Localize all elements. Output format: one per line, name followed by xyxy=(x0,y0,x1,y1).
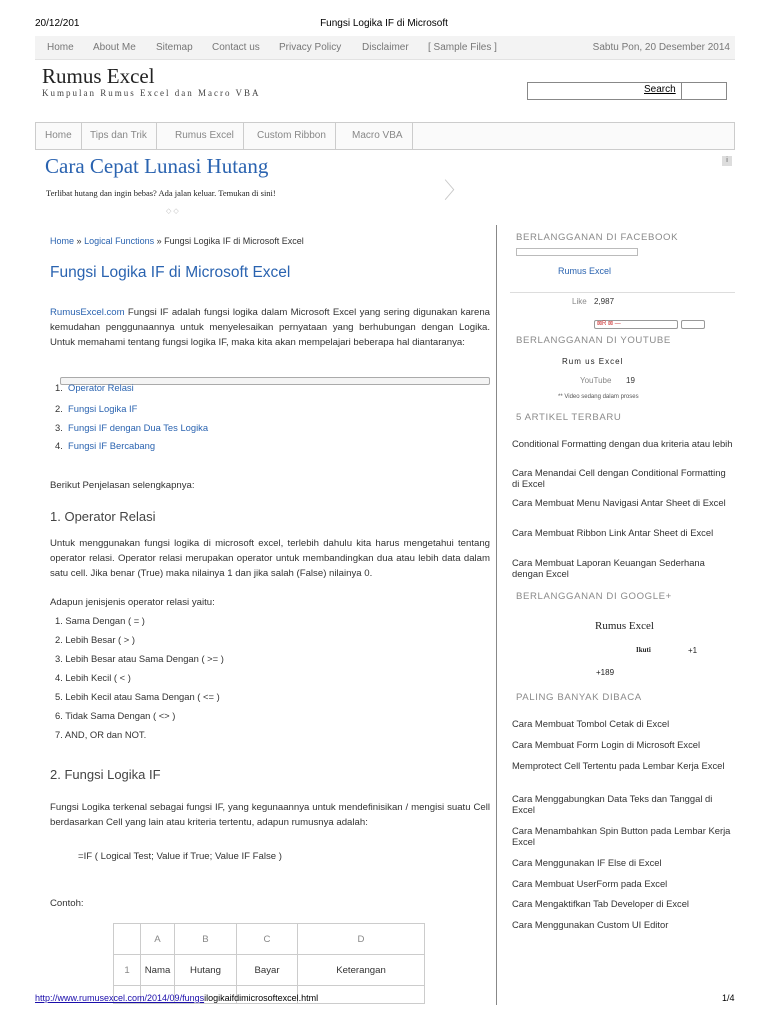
googleplus-follow-button[interactable]: Ikuti xyxy=(636,646,651,654)
toc-link[interactable]: Fungsi IF dengan Dua Tes Logika xyxy=(68,422,209,433)
brand-link[interactable]: RumusExcel.com xyxy=(50,307,125,318)
popular-post-link[interactable]: Cara Membuat Tombol Cetak di Excel xyxy=(512,718,670,729)
facebook-page-name[interactable]: Rumus Excel xyxy=(558,266,612,276)
table-cell: Bayar xyxy=(237,955,298,986)
example-table xyxy=(113,923,425,1004)
column-header: B xyxy=(175,924,237,955)
top-nav xyxy=(35,36,735,60)
table-cell: Keterangan xyxy=(298,955,425,986)
toc-item[interactable] xyxy=(55,382,134,393)
googleplus-plusone-button[interactable]: +1 xyxy=(688,646,698,655)
topnav-sample-files[interactable]: [ Sample Files ] xyxy=(428,42,497,53)
print-title: Fungsi Logika IF di Microsoft xyxy=(320,18,448,29)
popular-post-link[interactable]: Cara Membuat UserForm pada Excel xyxy=(512,878,668,889)
topnav-about[interactable]: About Me xyxy=(93,42,136,53)
paragraph-1: Untuk menggunakan fungsi logika di microsoft excel, terlebih dahulu kita harus mengetahui tentang operator relasi. Operator relasi merupakan operator untuk membandingkan dua atau lebih data dalam satu cell. Jika benar (True) maka nilainya 1 dan jika salah (False) nilainya 0. xyxy=(50,538,490,579)
recent-post-link[interactable]: Cara Membuat Laporan Keuangan Sederhana dengan Excel xyxy=(512,557,705,579)
print-header xyxy=(0,18,768,32)
googleplus-page-name[interactable]: Rumus Excel xyxy=(595,620,654,632)
popular-post-link[interactable]: Cara Menambahkan Spin Button pada Lembar Kerja Excel xyxy=(512,825,731,847)
youtube-note: ** Video sedang dalam proses xyxy=(558,394,639,400)
post-title[interactable]: Fungsi Logika IF di Microsoft Excel xyxy=(50,264,291,281)
formula-text: =IF ( Logical Test; Value if True; Value IF False ) xyxy=(78,851,282,862)
googleplus-count: +189 xyxy=(596,668,615,677)
toc-num: 3. xyxy=(55,422,63,433)
main-nav xyxy=(35,122,735,150)
popular-post-link[interactable]: Cara Menggunakan IF Else di Excel xyxy=(512,857,662,868)
intro-text: Fungsi IF adalah fungsi logika dalam Microsoft Excel yang sering digunakan karena kemudahan penggunaannya untuk menyelesaikan pernyataan yang berhubungan dengan Logika. Untuk memahami tentang fungsi logika IF, maka kita akan mempelajari beberapa hal diantaranya: xyxy=(50,307,490,348)
section-heading-1: 1. Operator Relasi xyxy=(50,509,156,524)
footer-url-link[interactable]: http://www.rumusexcel.com/2014/09/fungs xyxy=(35,993,205,1003)
tab-macro-vba[interactable]: Macro VBA xyxy=(343,123,413,149)
facebook-like-count: 2,987 xyxy=(594,297,615,306)
list-item: 7. AND, OR dan NOT. xyxy=(55,729,147,740)
search-input[interactable] xyxy=(527,82,727,100)
toc-link[interactable]: Fungsi IF Bercabang xyxy=(68,440,156,451)
table-header-row xyxy=(114,924,425,955)
site-title[interactable]: Rumus Excel xyxy=(42,64,155,88)
facebook-share-button[interactable] xyxy=(681,320,705,329)
toc-num: 4. xyxy=(55,440,63,451)
toc-item[interactable] xyxy=(55,403,137,414)
facebook-like-label: Like xyxy=(572,297,587,306)
breadcrumb xyxy=(50,236,304,246)
topnav-disclaimer[interactable]: Disclaimer xyxy=(362,42,409,53)
facebook-heading: BERLANGGANAN DI FACEBOOK xyxy=(516,232,679,243)
tab-tips[interactable]: Tips dan Trik xyxy=(81,123,157,149)
list-item: 1. Sama Dengan ( = ) xyxy=(55,615,145,626)
list-item: 3. Lebih Besar atau Sama Dengan ( >= ) xyxy=(55,653,224,664)
facebook-widget-frame xyxy=(516,248,638,256)
recent-post-link[interactable]: Cara Membuat Ribbon Link Antar Sheet di Excel xyxy=(512,527,714,538)
topnav-privacy[interactable]: Privacy Policy xyxy=(279,42,342,53)
googleplus-heading: BERLANGGANAN DI GOOGLE+ xyxy=(516,591,672,602)
column-divider xyxy=(496,225,497,1005)
tab-rumus-excel[interactable]: Rumus Excel xyxy=(166,123,244,149)
toc-num: 1. xyxy=(55,382,63,393)
search-divider xyxy=(681,82,682,100)
recent-posts-heading: 5 ARTIKEL TERBARU xyxy=(516,412,622,423)
popular-posts-heading: PALING BANYAK DIBACA xyxy=(516,692,642,703)
search-button[interactable]: Search xyxy=(644,84,676,95)
facebook-like-button[interactable]: ⊠R ⊠ — xyxy=(594,320,678,329)
list-item: 4. Lebih Kecil ( < ) xyxy=(55,672,131,683)
print-footer-url xyxy=(35,993,318,1003)
popular-post-link[interactable]: Cara Mengaktifkan Tab Developer di Excel xyxy=(512,898,690,909)
breadcrumb-separator: » xyxy=(76,236,82,246)
tab-custom-ribbon[interactable]: Custom Ribbon xyxy=(248,123,336,149)
toc-item[interactable] xyxy=(55,440,155,451)
row-number: 1 xyxy=(114,955,141,986)
table-corner xyxy=(114,924,141,955)
youtube-subscribe-button[interactable]: YouTube xyxy=(580,376,612,385)
youtube-subscriber-count: 19 xyxy=(626,376,635,385)
berikut-text: Berikut Penjelasan selengkapnya: xyxy=(50,480,195,491)
breadcrumb-category[interactable]: Logical Functions xyxy=(84,236,155,246)
toc-item[interactable] xyxy=(55,422,208,433)
breadcrumb-home[interactable]: Home xyxy=(50,236,75,246)
contoh-label: Contoh: xyxy=(50,898,84,909)
ad-title[interactable]: Cara Cepat Lunasi Hutang xyxy=(45,154,269,178)
topnav-contact[interactable]: Contact us xyxy=(212,42,260,53)
breadcrumb-separator: » xyxy=(156,236,162,246)
print-date: 20/12/201 xyxy=(35,18,80,29)
toc-num: 2. xyxy=(55,403,63,414)
column-header: A xyxy=(141,924,175,955)
column-header: D xyxy=(298,924,425,955)
topnav-sitemap[interactable]: Sitemap xyxy=(156,42,193,53)
recent-post-link[interactable]: Cara Membuat Menu Navigasi Antar Sheet di Excel xyxy=(512,497,726,508)
header-date: Sabtu Pon, 20 Desember 2014 xyxy=(592,42,730,53)
ad-info-icon[interactable]: i xyxy=(722,156,732,166)
breadcrumb-current: Fungsi Logika IF di Microsoft Excel xyxy=(164,236,304,246)
tab-home[interactable]: Home xyxy=(36,123,82,149)
recent-post-link[interactable]: Conditional Formatting dengan dua kriteria atau lebih xyxy=(512,438,733,449)
print-page-number: 1/4 xyxy=(722,993,735,1003)
toc-link[interactable]: Fungsi Logika IF xyxy=(68,403,138,414)
paragraph-3: Fungsi Logika terkenal sebagai fungsi IF, yang kegunaannya untuk mendefinisikan / mengisi suatu Cell berdasarkan Cell yang lain atau kriteria tertentu, adapun rumusnya adalah: xyxy=(50,802,490,828)
ad-dots: ◇ ◇ xyxy=(166,208,179,215)
paragraph-2: Adapun jenisjenis operator relasi yaitu: xyxy=(50,597,215,608)
site-description: Kumpulan Rumus Excel dan Macro VBA xyxy=(42,88,261,98)
section-heading-2: 2. Fungsi Logika IF xyxy=(50,767,161,782)
topnav-home[interactable]: Home xyxy=(47,42,74,53)
chevron-right-icon[interactable]: 〉 xyxy=(444,178,467,203)
popular-post-link[interactable]: Cara Menggunakan Custom UI Editor xyxy=(512,919,669,930)
toc-link[interactable]: Operator Relasi xyxy=(68,382,134,393)
ad-text: Terlibat hutang dan ingin bebas? Ada jalan keluar. Temukan di sini! xyxy=(46,188,276,198)
popular-post-link[interactable]: Cara Membuat Form Login di Microsoft Excel xyxy=(512,739,701,750)
youtube-heading: BERLANGGANAN DI YOUTUBE xyxy=(516,335,671,346)
list-item: 2. Lebih Besar ( > ) xyxy=(55,634,135,645)
table-cell: Hutang xyxy=(175,955,237,986)
table-row xyxy=(114,955,425,986)
footer-url-rest: ilogikaifdimicrosoftexcel.html xyxy=(204,993,319,1003)
divider xyxy=(510,292,735,293)
popular-post-link[interactable]: Cara Menggabungkan Data Teks dan Tanggal di Excel xyxy=(512,793,713,815)
popular-post-link[interactable]: Memprotect Cell Tertentu pada Lembar Kerja Excel xyxy=(512,760,725,771)
intro-paragraph xyxy=(50,305,490,350)
recent-post-link[interactable]: Cara Menandai Cell dengan Conditional Formatting di Excel xyxy=(512,467,726,489)
list-item: 5. Lebih Kecil atau Sama Dengan ( <= ) xyxy=(55,691,220,702)
youtube-channel-name[interactable]: Rum us Excel xyxy=(562,357,624,366)
list-item: 6. Tidak Sama Dengan ( <> ) xyxy=(55,710,176,721)
table-cell: Nama xyxy=(141,955,175,986)
column-header: C xyxy=(237,924,298,955)
